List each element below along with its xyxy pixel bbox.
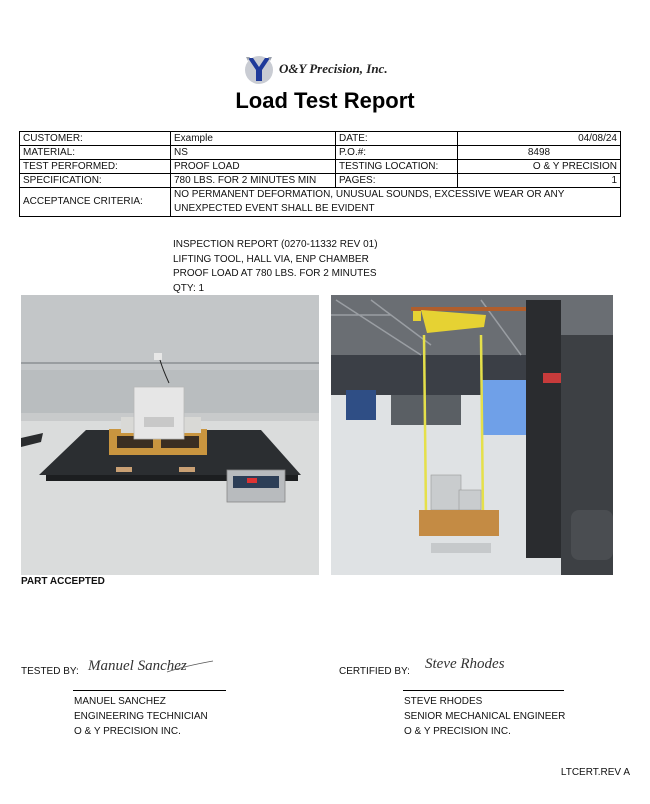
pages-label: PAGES: — [336, 174, 458, 188]
acceptance-criteria-value — [171, 188, 621, 217]
pages-value: 1 — [458, 174, 621, 188]
test-performed-value: PROOF LOAD — [171, 160, 336, 174]
note-line: QTY: 1 — [173, 282, 205, 294]
tested-by-signature: Manuel Sanchez — [88, 658, 187, 674]
customer-label: CUSTOMER: — [20, 132, 171, 146]
testing-location-value: O & Y PRECISION — [458, 160, 621, 174]
tested-by-signature-line — [73, 690, 226, 691]
date-label: DATE: — [336, 132, 458, 146]
test-performed-label: TEST PERFORMED: — [20, 160, 171, 174]
certified-by-signature-line — [403, 690, 564, 691]
certifier-company: O & Y PRECISION INC. — [404, 726, 511, 737]
note-line: LIFTING TOOL, HALL VIA, ENP CHAMBER — [173, 253, 369, 265]
note-line: PROOF LOAD AT 780 LBS. FOR 2 MINUTES — [173, 268, 377, 279]
signature-flourish-icon — [165, 660, 215, 674]
table-row — [20, 146, 621, 160]
po-value: 8498 — [458, 146, 621, 160]
table-row — [20, 132, 621, 146]
tested-by-block — [74, 694, 208, 739]
certifier-name: STEVE RHODES — [404, 696, 483, 707]
customer-value: Example — [171, 132, 336, 146]
result-status: PART ACCEPTED — [21, 576, 105, 587]
report-info-table — [19, 131, 621, 217]
criteria-line: UNEXPECTED EVENT SHALL BE EVIDENT — [174, 203, 375, 214]
tester-company: O & Y PRECISION INC. — [74, 726, 181, 737]
tester-name: MANUEL SANCHEZ — [74, 696, 166, 707]
table-row — [20, 174, 621, 188]
tested-by-label: TESTED BY: — [21, 666, 79, 677]
photo-forklift-proof-load — [331, 295, 613, 575]
inspection-notes — [173, 238, 378, 296]
criteria-line: NO PERMANENT DEFORMATION, UNUSUAL SOUNDS, EXCESSIVE WEAR OR ANY — [174, 189, 565, 200]
certifier-title: SENIOR MECHANICAL ENGINEER — [404, 711, 566, 722]
certified-by-signature: Steve Rhodes — [425, 656, 505, 672]
po-label: P.O.#: — [336, 146, 458, 160]
page-title: Load Test Report — [235, 88, 415, 113]
testing-location-label: TESTING LOCATION: — [336, 160, 458, 174]
note-line: INSPECTION REPORT (0270-11332 REV 01) — [173, 239, 378, 250]
table-row — [20, 188, 621, 217]
photo-floor-scale — [21, 295, 319, 575]
acceptance-criteria-label: ACCEPTANCE CRITERIA: — [20, 188, 171, 217]
tester-title: ENGINEERING TECHNICIAN — [74, 711, 208, 722]
company-name: O&Y Precision, Inc. — [279, 61, 388, 76]
certified-by-block — [404, 694, 565, 739]
certified-by-label: CERTIFIED BY: — [339, 666, 410, 677]
form-code: LTCERT.REV A — [560, 767, 630, 778]
material-label: MATERIAL: — [20, 146, 171, 160]
specification-label: SPECIFICATION: — [20, 174, 171, 188]
date-value: 04/08/24 — [458, 132, 621, 146]
table-row — [20, 160, 621, 174]
specification-value: 780 LBS. FOR 2 MINUTES MIN — [171, 174, 336, 188]
material-value: NS — [171, 146, 336, 160]
company-logo-icon — [244, 55, 274, 85]
